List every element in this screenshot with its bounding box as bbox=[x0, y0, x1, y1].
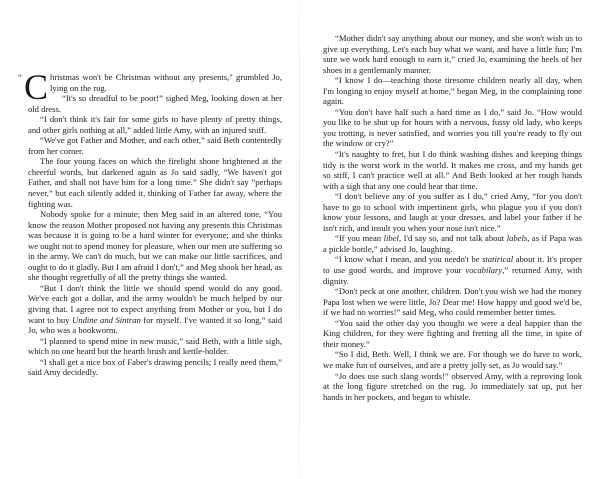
paragraph bbox=[323, 254, 582, 286]
paragraph-text: ,” returned Amy, with dignity. bbox=[323, 265, 582, 286]
paragraph-text: about it. It's proper to use good words, and improve your bbox=[323, 254, 582, 276]
paragraph-text: , as if Papa was a pickle bottle,” advised Jo, laughing. bbox=[323, 233, 582, 254]
emphasis: statirical bbox=[482, 254, 514, 265]
paragraph-text: “I know what I mean, and you needn't be bbox=[335, 254, 483, 265]
paragraph-text: for myself. I've wanted it so long,” said Jo, who was a bookworm. bbox=[28, 314, 282, 336]
paragraph: “I planned to spend mine in new music,” said Beth, with a little sigh, which no one heard but the hearth brush and kettle-holder. bbox=[28, 335, 282, 357]
paragraph: “Jo does use such slang words!” observed Amy, with a reproving look at the long figure stretched on the rug. Jo immediately sat up, put her hands in her pockets, and began to whistle. bbox=[323, 370, 582, 402]
paragraph bbox=[323, 233, 582, 254]
paragraph bbox=[28, 283, 282, 336]
paragraph: “I shall get a nice box of Faber's drawing pencils; I really need them,” said Amy decidedly. bbox=[28, 356, 282, 378]
paragraph: “So I did, Beth. Well, I think we are. For though we do have to work, we make fun of ourselves, and are a pretty jolly set, as Jo would say.” bbox=[323, 349, 582, 370]
paragraph: “I don't think it's fair for some girls to have plenty of pretty things, and other girls nothing at all,” added little Amy, with an injured sniff. bbox=[28, 114, 282, 135]
paragraph-text: “If you mean bbox=[335, 233, 384, 244]
paragraph: “It's naughty to fret, but I do think washing dishes and keeping things tidy is the worst work in the world. It makes me cross, and my hands get so stiff, I can't practice well at all.” And Beth looked at her rough hands with a sigh that any one could hear that time. bbox=[323, 149, 582, 191]
paragraph: “I don't believe any of you suffer as I do,” cried Amy, “for you don't have to go to school with impertinent girls, who plague you if you don't know your lessons, and laugh at your dresses, and label your father if he isn't rich, and insult you when your nose isn't nice.” bbox=[323, 191, 582, 233]
emphasis: vocabilary bbox=[465, 265, 503, 276]
paragraph: “It's so dreadful to be poor!” sighed Meg, looking down at her old dress. bbox=[28, 93, 282, 114]
opening-quote: “ bbox=[18, 72, 22, 82]
paragraph: “Mother didn't say anything about our money, and she won't wish us to give up everything. Let's each buy what we want, and have a little fun; I'm sure we work hard enough to earn it,” cried Jo, examining the heels of her shoes in a gentlemanly manner. bbox=[323, 33, 582, 75]
emphasis: libel bbox=[383, 233, 399, 244]
paragraph: Nobody spoke for a minute; then Meg said in an altered tone, “You know the reason Mother proposed not having any presents this Christmas was because it is going to be a hard winter for everyone; and she thinks we ought not to spend money for pleasure, when our men are suffering so in the army. We can't do much, but we can make our little sacrifices, and ought to do it gladly. But I am afraid I don't,” and Meg shook her head, as she thought regretfully of all the pretty things she wanted. bbox=[28, 209, 282, 283]
paragraph: “We've got Father and Mother, and each other,” said Beth contentedly from her corner. bbox=[28, 135, 282, 156]
paragraph-text: “But I don't think the little we should spend would do any good. We've each got a dollar, and the army wouldn't be much helped by our giving that. I agree not to expect anything from Mother or you, but I do want to buy bbox=[28, 282, 282, 325]
opening-text: hristmas won't be Christmas without any presents," grumbled Jo, lying on the rug. bbox=[50, 72, 282, 93]
paragraph: “You said the other day you thought we were a deal happier than the King children, for they were fighting and fretting all the time, in spite of their money.” bbox=[323, 317, 582, 349]
right-page bbox=[300, 0, 600, 479]
paragraph: “Don't peck at one another, children. Don't you wish we had the money Papa lost when we were little, Jo? Dear me! How happy and good we'd be, if we had no worries!” said Meg, who could remember better times. bbox=[323, 286, 582, 318]
paragraph: “I know I do—teaching those tiresome children nearly all day, when I'm longing to enjoy myself at home,” began Meg, in the complaining tone again. bbox=[323, 75, 582, 107]
drop-cap: C bbox=[24, 67, 49, 107]
paragraph: The four young faces on which the firelight shone brightened at the cheerful words, but darkened again as Jo said sadly, “We haven't got Father, and shall not have him for a long time.” She didn't say “perhaps never,” but each silently added it, thinking of Father far away, where the fighting was. bbox=[28, 156, 282, 209]
emphasis: labels bbox=[506, 233, 528, 244]
paragraph-text: , I'd say so, and not talk about bbox=[398, 233, 507, 244]
book-title: Undine and Sintran bbox=[72, 314, 141, 325]
paragraph: “You don't have half such a hard time as I do,” said Jo. “How would you like to be shut up for hours with a nervous, fussy old lady, who keeps you trotting, is never satisfied, and worries you till you're ready to fly out the window or cry?” bbox=[323, 106, 582, 149]
